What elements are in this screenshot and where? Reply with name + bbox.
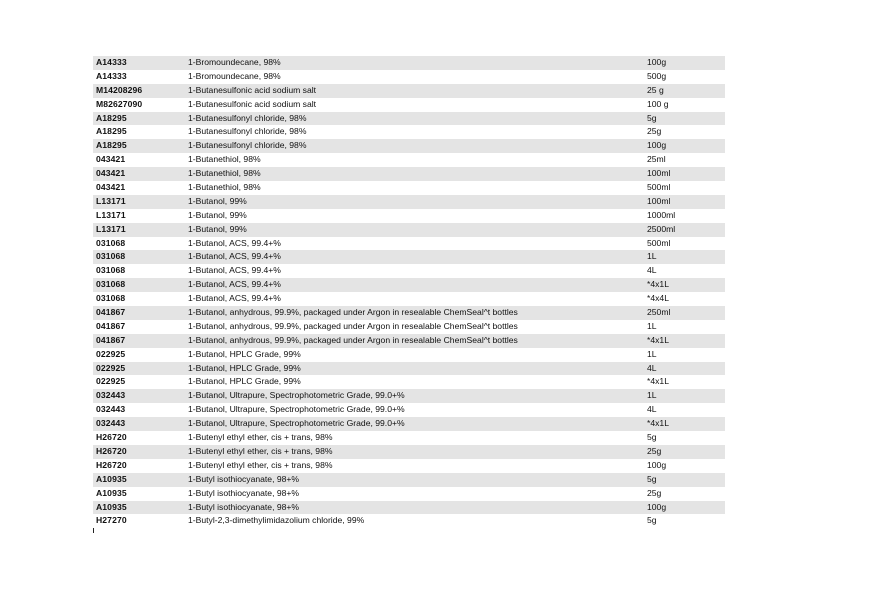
package-size: 100g — [647, 57, 667, 67]
table-row — [93, 417, 725, 431]
product-description: 1-Butenyl ethyl ether, cis + trans, 98% — [188, 445, 333, 456]
table-row — [93, 70, 725, 84]
product-description: 1-Butanethiol, 98% — [188, 168, 261, 179]
catalog-number: M82627090 — [96, 98, 143, 109]
catalog-number: A10935 — [96, 501, 127, 512]
catalog-number: 032443 — [96, 390, 126, 401]
catalog-number: A14333 — [96, 70, 127, 81]
catalog-number: 041867 — [96, 307, 126, 318]
table-row — [93, 431, 725, 445]
product-description: 1-Butanesulfonyl chloride, 98% — [188, 140, 307, 151]
table-row — [93, 445, 725, 459]
catalog-number: A18295 — [96, 112, 127, 123]
table-row — [93, 487, 725, 501]
product-description: 1-Butyl-2,3-dimethylimidazolium chloride, 99% — [188, 515, 365, 526]
catalog-number: A14333 — [96, 57, 127, 67]
product-description: 1-Butanol, 99% — [188, 209, 247, 220]
table-row — [93, 320, 725, 334]
product-description: 1-Butanol, HPLC Grade, 99% — [188, 362, 301, 373]
table-row — [93, 389, 725, 403]
product-description: 1-Butanol, Ultrapure, Spectrophotometric Grade, 99.0+% — [188, 404, 405, 415]
product-description: 1-Butanesulfonic acid sodium salt — [188, 84, 317, 95]
product-description: 1-Butyl isothiocyanate, 98+% — [188, 487, 300, 498]
table-row — [93, 209, 725, 223]
table-row — [93, 292, 725, 306]
table-row — [93, 223, 725, 237]
package-size: 1L — [647, 348, 657, 359]
package-size: 100g — [647, 140, 667, 151]
table-row — [93, 153, 725, 167]
catalog-number: H27270 — [96, 515, 127, 526]
product-description: 1-Butanol, Ultrapure, Spectrophotometric Grade, 99.0+% — [188, 418, 405, 429]
table-row — [93, 167, 725, 181]
catalog-number: A18295 — [96, 126, 127, 137]
package-size: 1L — [647, 390, 657, 401]
catalog-number: 043421 — [96, 154, 126, 165]
table-row — [93, 348, 725, 362]
package-size: 25 g — [647, 84, 664, 95]
package-size: 1L — [647, 251, 657, 262]
catalog-number: 032443 — [96, 404, 126, 415]
table-row — [93, 362, 725, 376]
package-size: 5g — [647, 515, 657, 526]
table-row — [93, 334, 725, 348]
catalog-number: 022925 — [96, 376, 126, 387]
table-row — [93, 237, 725, 251]
product-description: 1-Butanesulfonic acid sodium salt — [188, 98, 317, 109]
product-description: 1-Butanethiol, 98% — [188, 154, 261, 165]
package-size: 100g — [647, 459, 667, 470]
package-size: 100ml — [647, 195, 671, 206]
table-row — [93, 403, 725, 417]
package-size: 100ml — [647, 168, 671, 179]
catalog-number: 043421 — [96, 182, 126, 193]
package-size: *4x1L — [647, 334, 669, 345]
table-row — [93, 84, 725, 98]
catalog-number: 031068 — [96, 279, 126, 290]
product-description: 1-Butanol, HPLC Grade, 99% — [188, 376, 301, 387]
product-description: 1-Butanol, anhydrous, 99.9%, packaged under Argon in resealable ChemSeal^t bottles — [188, 334, 518, 345]
catalog-number: 041867 — [96, 334, 126, 345]
package-size: 25ml — [647, 154, 666, 165]
product-description: 1-Butanol, 99% — [188, 195, 247, 206]
table-row — [93, 195, 725, 209]
package-size: 100g — [647, 501, 667, 512]
product-description: 1-Butanol, HPLC Grade, 99% — [188, 348, 301, 359]
product-description: 1-Butanol, anhydrous, 99.9%, packaged under Argon in resealable ChemSeal^t bottles — [188, 320, 518, 331]
catalog-number: 043421 — [96, 168, 126, 179]
catalog-number: 031068 — [96, 293, 126, 304]
package-size: 25g — [647, 487, 662, 498]
catalog-number: A18295 — [96, 140, 127, 151]
catalog-number: 031068 — [96, 237, 126, 248]
product-description: 1-Butanol, ACS, 99.4+% — [188, 237, 281, 248]
product-description: 1-Butanesulfonyl chloride, 98% — [188, 112, 307, 123]
table-row — [93, 56, 725, 70]
catalog-number: M14208296 — [96, 84, 143, 95]
catalog-number: 032443 — [96, 418, 126, 429]
table-row — [93, 181, 725, 195]
table-row — [93, 264, 725, 278]
table-row — [93, 139, 725, 153]
product-description: 1-Butanol, ACS, 99.4+% — [188, 279, 281, 290]
product-description: 1-Butanol, ACS, 99.4+% — [188, 251, 281, 262]
table-row — [93, 473, 725, 487]
catalog-number: H26720 — [96, 445, 127, 456]
product-description: 1-Butyl isothiocyanate, 98+% — [188, 501, 300, 512]
catalog-number: 022925 — [96, 362, 126, 373]
product-table — [93, 56, 725, 528]
catalog-number: 031068 — [96, 265, 126, 276]
package-size: 2500ml — [647, 223, 676, 234]
product-description: 1-Butanol, Ultrapure, Spectrophotometric Grade, 99.0+% — [188, 390, 405, 401]
catalog-number: 022925 — [96, 348, 126, 359]
package-size: 1L — [647, 320, 657, 331]
catalog-number: 031068 — [96, 251, 126, 262]
table-row — [93, 375, 725, 389]
table-row — [93, 278, 725, 292]
package-size: 5g — [647, 112, 657, 123]
table-row — [93, 306, 725, 320]
package-size: 25g — [647, 126, 662, 137]
product-description: 1-Butenyl ethyl ether, cis + trans, 98% — [188, 432, 333, 443]
table-row — [93, 112, 725, 126]
table-row — [93, 514, 725, 528]
table-row — [93, 459, 725, 473]
catalog-number: 041867 — [96, 320, 126, 331]
product-description: 1-Butenyl ethyl ether, cis + trans, 98% — [188, 459, 333, 470]
product-description: 1-Butyl isothiocyanate, 98+% — [188, 473, 300, 484]
product-description: 1-Butanesulfonyl chloride, 98% — [188, 126, 307, 137]
package-size: 4L — [647, 265, 657, 276]
catalog-number: A10935 — [96, 473, 127, 484]
catalog-number: H26720 — [96, 459, 127, 470]
package-size: *4x1L — [647, 418, 669, 429]
product-description: 1-Butanol, anhydrous, 99.9%, packaged under Argon in resealable ChemSeal^t bottles — [188, 307, 518, 318]
catalog-number: L13171 — [96, 223, 126, 234]
catalog-number: L13171 — [96, 209, 126, 220]
package-size: *4x1L — [647, 376, 669, 387]
package-size: 5g — [647, 473, 657, 484]
product-description: 1-Bromoundecane, 98% — [188, 57, 281, 67]
product-description: 1-Bromoundecane, 98% — [188, 70, 281, 81]
package-size: 500ml — [647, 182, 671, 193]
catalog-number: H26720 — [96, 432, 127, 443]
table-row — [93, 125, 725, 139]
product-description: 1-Butanol, ACS, 99.4+% — [188, 293, 281, 304]
package-size: 250ml — [647, 307, 671, 318]
package-size: *4x4L — [647, 293, 669, 304]
package-size: 4L — [647, 362, 657, 373]
product-description: 1-Butanethiol, 98% — [188, 182, 261, 193]
catalog-number: A10935 — [96, 487, 127, 498]
package-size: 25g — [647, 445, 662, 456]
package-size: 1000ml — [647, 209, 676, 220]
product-description: 1-Butanol, 99% — [188, 223, 247, 234]
package-size: 100 g — [647, 98, 669, 109]
package-size: 500g — [647, 70, 667, 81]
table-row — [93, 501, 725, 515]
table-row — [93, 98, 725, 112]
product-description: 1-Butanol, ACS, 99.4+% — [188, 265, 281, 276]
package-size: *4x1L — [647, 279, 669, 290]
package-size: 5g — [647, 432, 657, 443]
package-size: 500ml — [647, 237, 671, 248]
catalog-number: L13171 — [96, 195, 126, 206]
table-row — [93, 250, 725, 264]
package-size: 4L — [647, 404, 657, 415]
